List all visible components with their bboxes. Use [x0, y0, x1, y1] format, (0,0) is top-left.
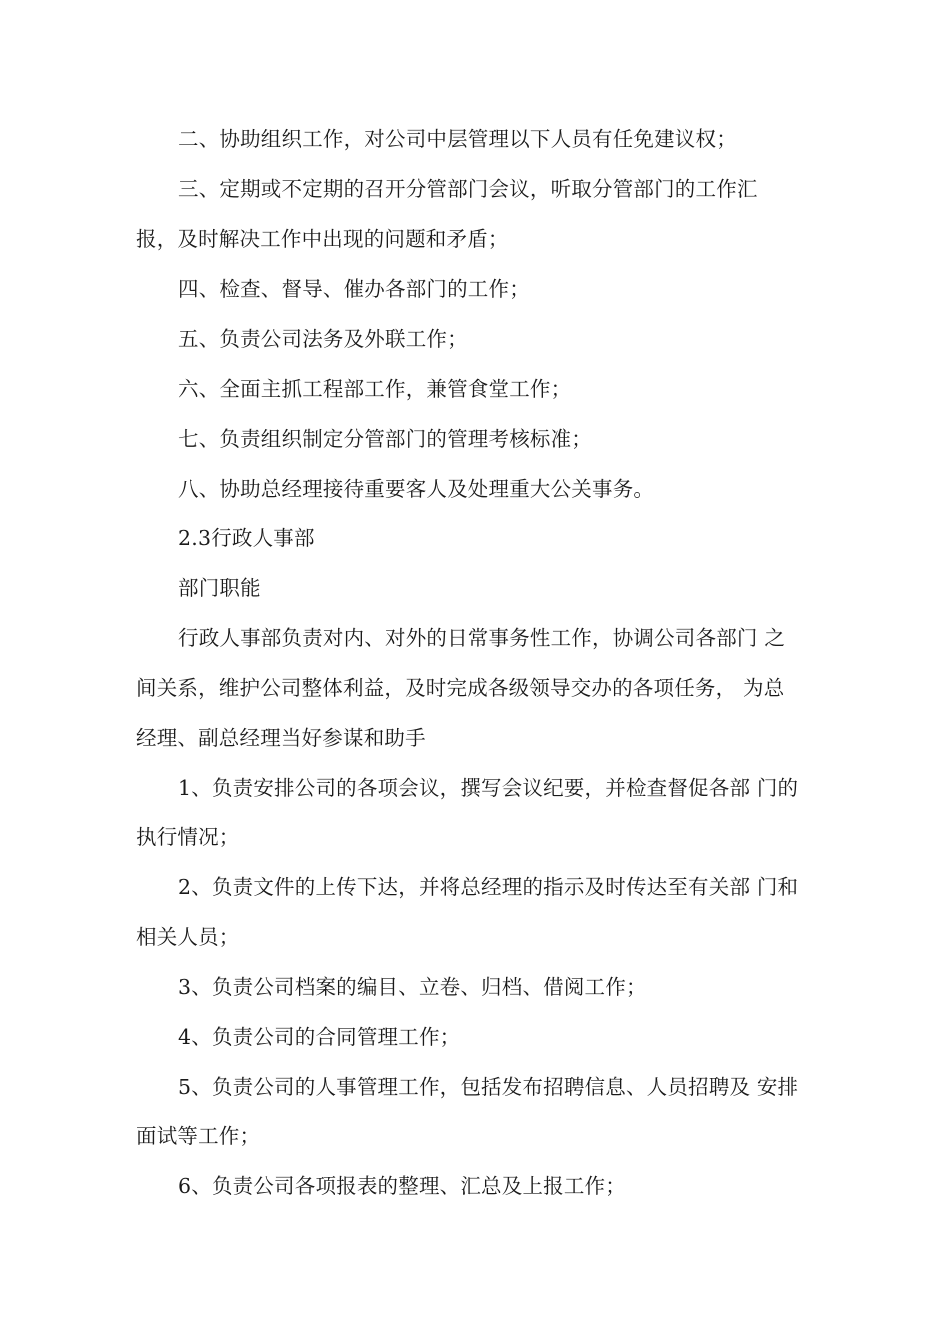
list-item-line: 5、负责公司的人事管理工作，包括发布招聘信息、人员招聘及 安排	[178, 1075, 799, 1099]
list-item-line: 6、负责公司各项报表的整理、汇总及上报工作；	[178, 1174, 626, 1198]
list-item-line: 1、负责安排公司的各项会议，撰写会议纪要，并检查督促各部 门的	[178, 776, 799, 800]
paragraph-line: 经理、副总经理当好参谋和助手	[136, 726, 426, 750]
paragraph-line: 行政人事部负责对内、对外的日常事务性工作，协调公司各部门 之	[178, 626, 786, 650]
paragraph-line: 七、负责组织制定分管部门的管理考核标准；	[178, 427, 592, 451]
paragraph-line: 四、检查、督导、催办各部门的工作；	[178, 277, 530, 301]
paragraph-line: 八、协助总经理接待重要客人及处理重大公关事务。	[178, 477, 655, 501]
section-heading: 2.3行政人事部	[178, 526, 315, 550]
list-item-line: 2、负责文件的上传下达，并将总经理的指示及时传达至有关部 门和	[178, 875, 799, 899]
paragraph-line: 三、定期或不定期的召开分管部门会议，听取分管部门的工作汇	[178, 177, 758, 201]
paragraph-line: 报，及时解决工作中出现的问题和矛盾；	[136, 227, 509, 251]
list-item-line: 面试等工作；	[136, 1124, 261, 1148]
subsection-heading: 部门职能	[178, 576, 261, 600]
list-item-line: 执行情况；	[136, 825, 240, 849]
list-item-line: 3、负责公司档案的编目、立卷、归档、借阅工作；	[178, 975, 647, 999]
paragraph-line: 二、协助组织工作，对公司中层管理以下人员有任免建议权；	[178, 127, 737, 151]
list-item-line: 4、负责公司的合同管理工作；	[178, 1025, 461, 1049]
paragraph-line: 间关系，维护公司整体利益，及时完成各级领导交办的各项任务， 为总	[136, 676, 785, 700]
list-item-line: 相关人员；	[136, 925, 240, 949]
paragraph-line: 六、全面主抓工程部工作，兼管食堂工作；	[178, 377, 572, 401]
paragraph-line: 五、负责公司法务及外联工作；	[178, 327, 468, 351]
